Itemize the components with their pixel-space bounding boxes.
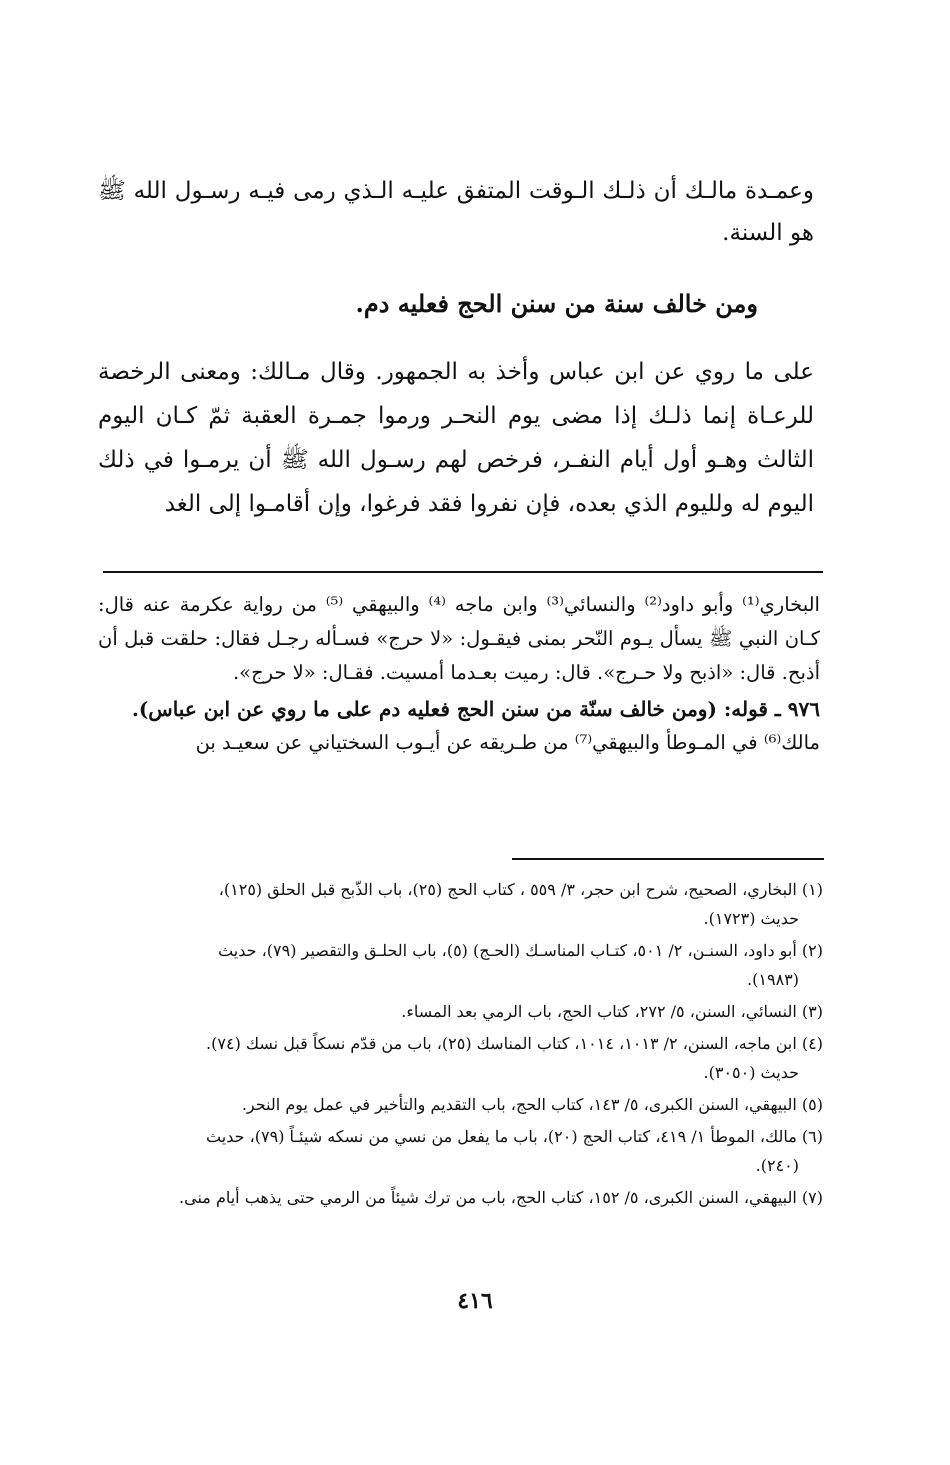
main-text-1: وعمـدة مالـك أن ذلـك الـوقت المتفق عليـه الـذي رمى فيـه رسـول الله ﷺ هو السنة.	[98, 178, 814, 246]
footnote-5	[98, 1090, 823, 1119]
footnote-text: (٢) أبو داود، السنـن، ٢/ ٥٠١، كتـاب المناسـك (الحـج) (٥)، باب الحلـق والتقصير (٧٩)، حديث	[218, 941, 823, 960]
footnote-3	[98, 997, 823, 1026]
footnote-divider	[512, 858, 824, 860]
footnote-text: (٣) النسائي، السنن، ٥/ ٢٧٢، كتاب الحج، باب الرمي بعد المساء.	[401, 1002, 823, 1021]
main-paragraph-1	[98, 170, 814, 254]
main-paragraph-2	[98, 350, 814, 526]
footnote-1	[98, 875, 823, 933]
footnote-text: (٧) البيهقي، السنن الكبرى، ٥/ ١٥٢، كتاب الحج، باب من ترك شيئاً من الرمي حتى يذهب أيام منى.	[179, 1188, 823, 1207]
main-divider	[103, 571, 823, 573]
main-text-2: على ما روي عن ابن عباس وأخذ به الجمهور. وقال مـالك: ومعنى الرخصة للرعـاة إنما ذلـك إذا مضى يوم النحـر ورموا جمـرة العقبة ثمّ كـان اليوم الثالث وهـو أول أيام النفـر، فرخص لهم رسـول الله ﷺ أن يرمـوا في ذلك اليوم له ولليوم الذي بعده، فإن نفروا فقد فرغوا، وإن أقامـوا إلى الغد	[98, 359, 814, 517]
footnote-continuation: (١٩٨٣).	[747, 970, 799, 989]
footnote-4	[98, 1029, 823, 1087]
commentary-item-body: مالك⁽⁶⁾ في المـوطأ والبيهقي⁽⁷⁾ من طـريقه عن أيـوب السختياني عن سعيـد بن	[195, 731, 820, 754]
footnote-text: (١) البخاري، الصحيح، شرح ابن حجر، ٣/ ٥٥٩ ، كتاب الحج (٢٥)، باب الذّبح قبل الحلق (١٢٥)،	[218, 880, 823, 899]
footnote-continuation: (٢٤٠).	[755, 1156, 799, 1175]
footnote-text: (٦) مالك، الموطأ ١/ ٤١٩، كتاب الحج (٢٠)، باب ما يفعل من نسي من نسكه شيئـاً (٧٩)، حديث	[206, 1127, 823, 1146]
commentary-section	[98, 588, 820, 760]
commentary-item-heading: ٩٧٦ ـ قوله: (ومن خالف سنّة من سنن الحج فعليه دم على ما روي عن ابن عباس).	[131, 697, 820, 721]
commentary-text: البخاري⁽¹⁾ وأبو داود⁽²⁾ والنسائي⁽³⁾ وابن ماجه ⁽⁴⁾ والبيهقي ⁽⁵⁾ من رواية عكرمة عنه قال: كـان النبي ﷺ يسأل يـوم النّحر بمنى فيقـول: «لا حرج» فسـأله رجـل فقال: حلقت قبل أن أذبح. قال: «اذبح ولا حـرج». قال: رميت بعـدما أمسيت. فقـال: «لا حرج».	[98, 593, 820, 684]
section-heading: ومن خالف سنة من سنن الحج فعليه دم.	[355, 289, 758, 318]
footnote-6	[98, 1122, 823, 1180]
footnote-2	[98, 936, 823, 994]
footnote-continuation: حديث (٣٠٥٠).	[703, 1063, 799, 1082]
footnote-continuation: حديث (١٧٢٣).	[703, 909, 799, 928]
footnote-text: (٤) ابن ماجه، السنن، ٢/ ١٠١٣، ١٠١٤، كتاب المناسك (٢٥)، باب من قدّم نسكاً قبل نسك (٧٤).	[206, 1034, 823, 1053]
footnotes	[98, 875, 823, 1215]
footnote-text: (٥) البيهقي، السنن الكبرى، ٥/ ١٤٣، كتاب الحج، باب التقديم والتأخير في عمل يوم النحر.	[241, 1095, 823, 1114]
page-number: ٤١٦	[457, 1288, 493, 1314]
footnote-7	[98, 1183, 823, 1212]
